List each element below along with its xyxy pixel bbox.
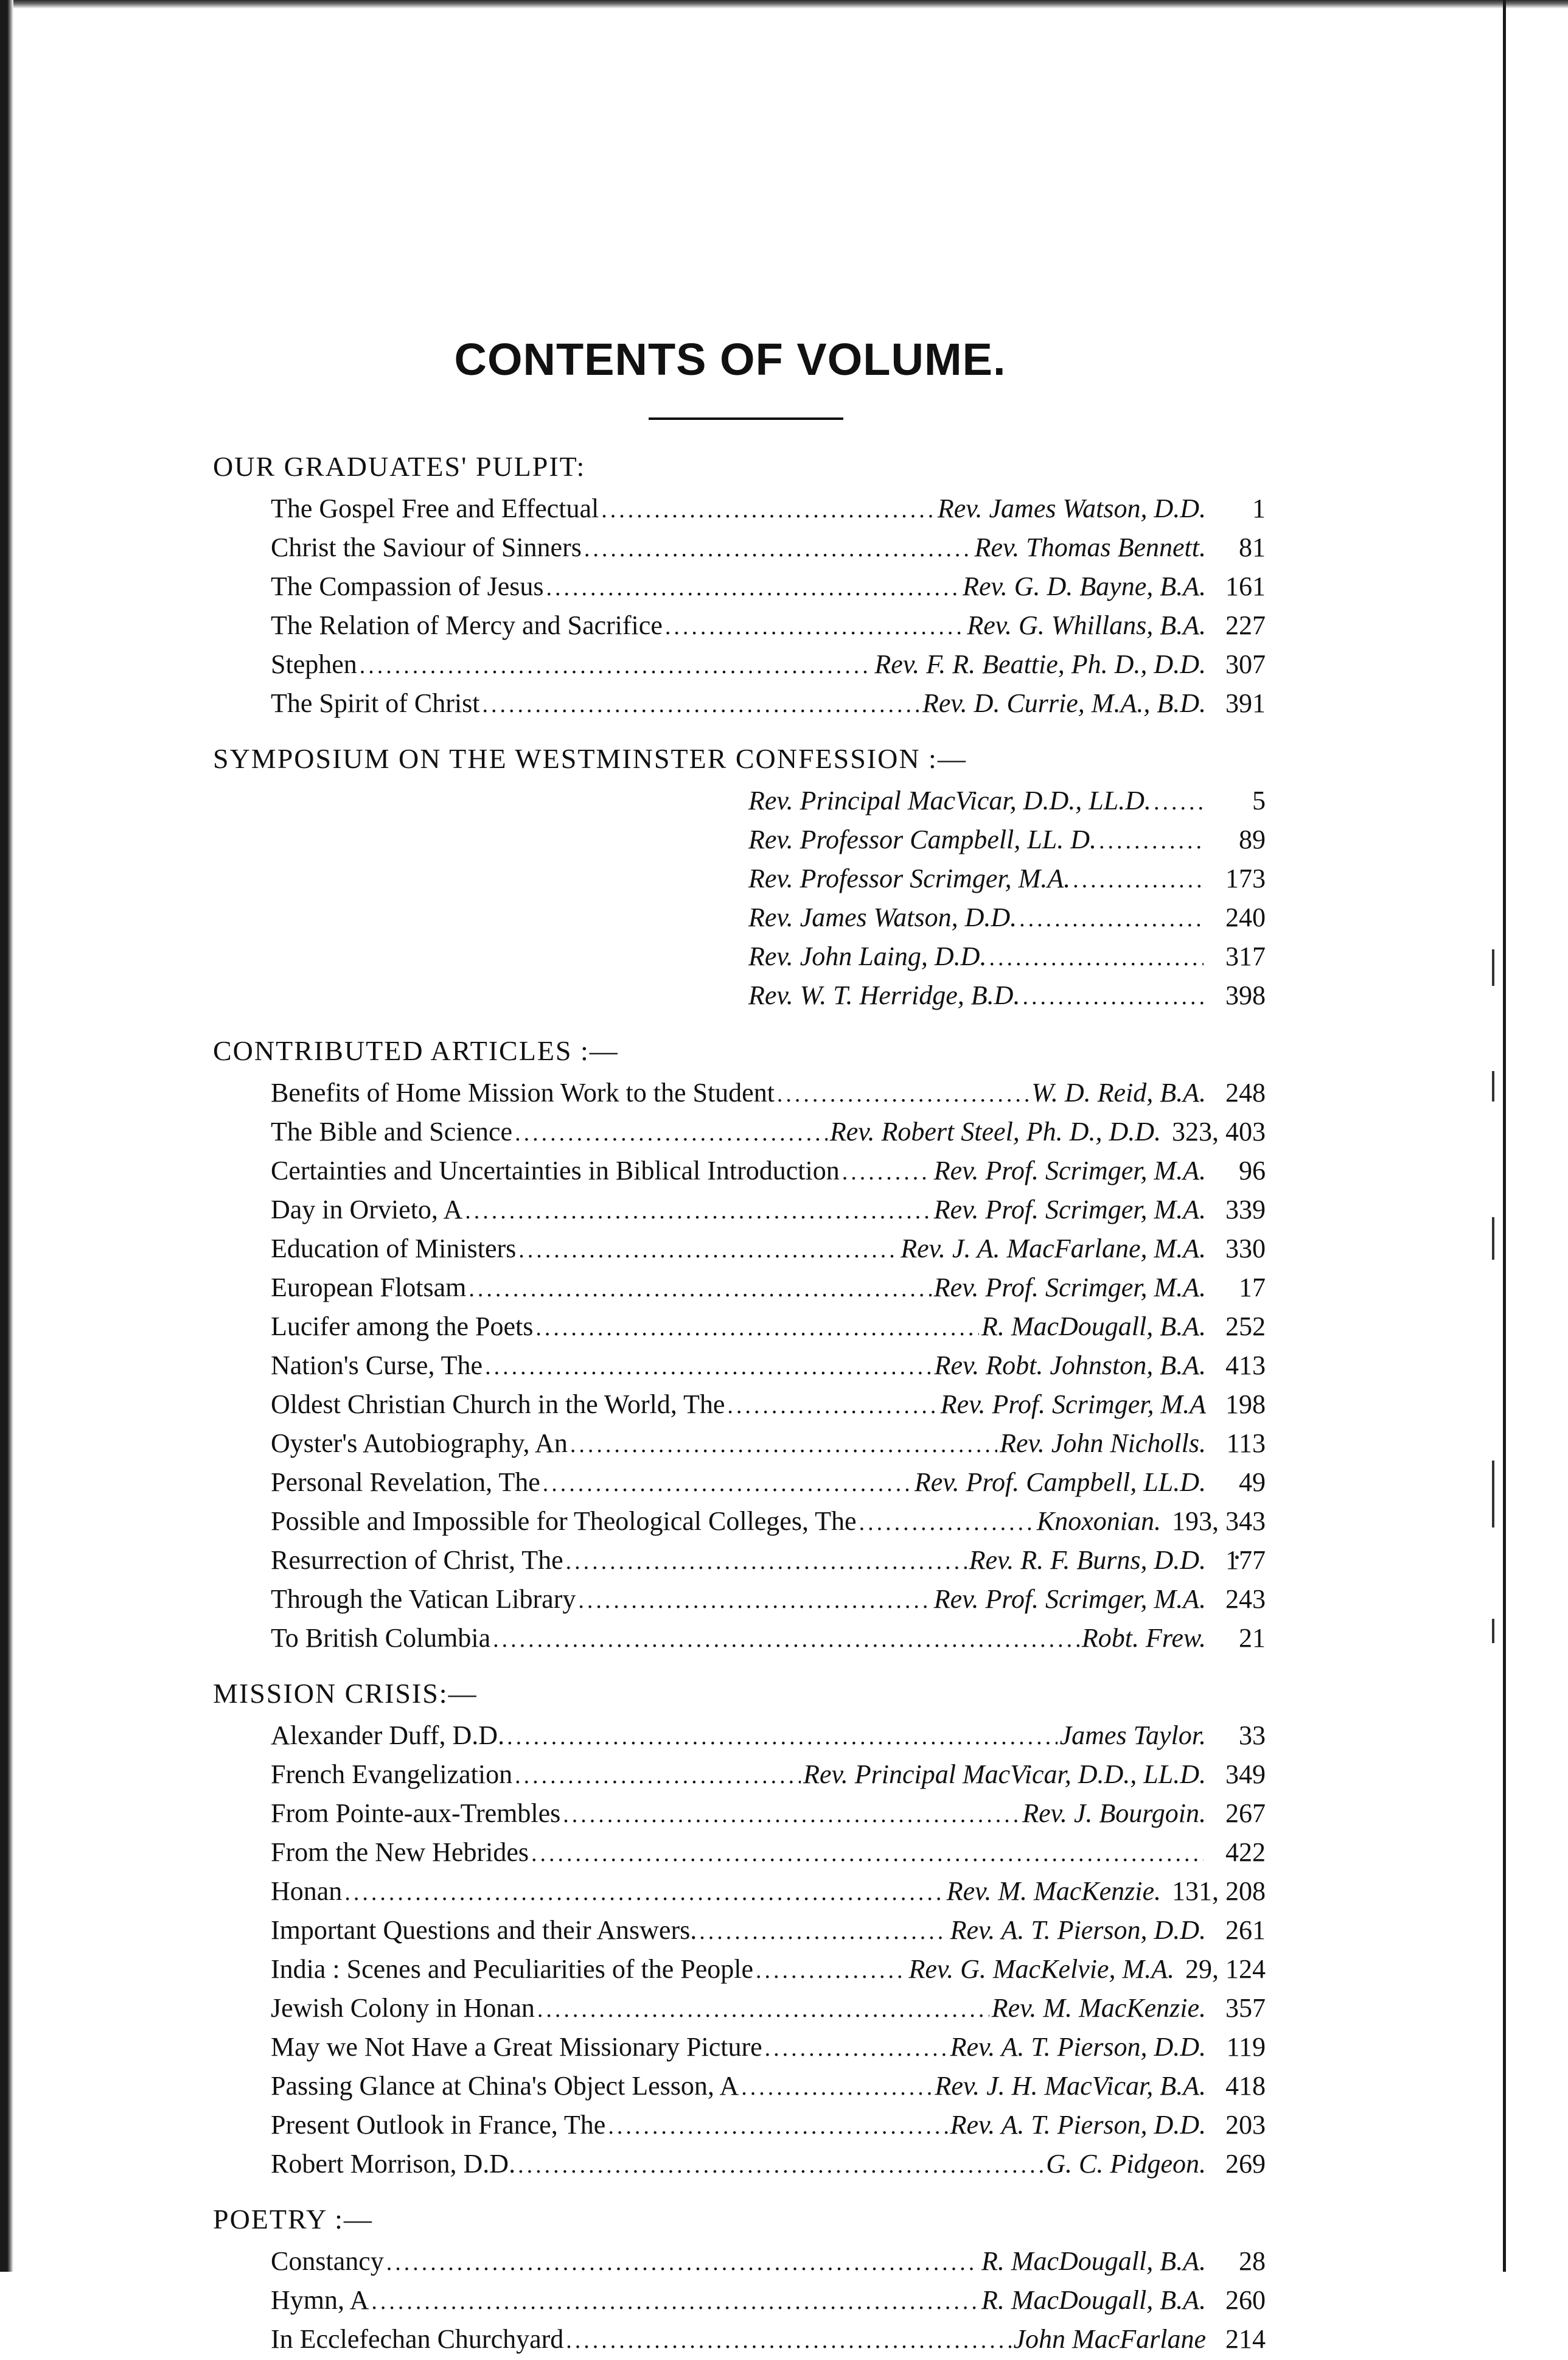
dot-leader [566, 2321, 1011, 2360]
toc-entry [213, 1950, 1266, 1989]
toc-entry [213, 1424, 1266, 1463]
entry-author: W. D. Reid, B.A. [1031, 1078, 1206, 1108]
dot-leader [360, 646, 873, 685]
entry-page: 29, 124 [1185, 1954, 1266, 1984]
dot-leader [859, 1503, 1034, 1542]
entry-author: Rev. A. T. Pierson, D.D. [950, 2110, 1206, 2140]
toc-entry [213, 2320, 1266, 2359]
entry-title: Through the Vatican Library [271, 1584, 576, 1614]
toc-entry [213, 489, 1266, 528]
toc-entry [213, 937, 1266, 976]
toc-entry [213, 1716, 1266, 1755]
toc-entry [213, 1112, 1266, 1151]
entry-page: 177 [1225, 1545, 1266, 1575]
toc-entry [213, 1229, 1266, 1268]
entry-author: Rev. Thomas Bennett. [974, 532, 1206, 562]
entry-title: Lucifer among the Poets [271, 1311, 534, 1341]
entry-title: Benefits of Home Mission Work to the Student [271, 1078, 775, 1108]
entry-page: 173 [1225, 864, 1266, 893]
entry-title: The Compassion of Jesus [271, 571, 544, 601]
entry-page: 119 [1226, 2032, 1266, 2062]
entry-author: R. MacDougall, B.A. [981, 1311, 1206, 1341]
toc-entry [213, 1346, 1266, 1385]
scan-top-edge [0, 0, 1568, 9]
dot-leader [537, 1990, 989, 2029]
entry-page: 81 [1239, 532, 1266, 562]
entry-page: 323, 403 [1172, 1117, 1266, 1147]
entry-author: Rev. Prof. Campbell, LL.D. [914, 1467, 1206, 1497]
dot-leader [546, 568, 961, 607]
entry-page: 193, 343 [1172, 1506, 1266, 1536]
dot-leader [741, 2068, 932, 2107]
dot-leader [386, 2243, 979, 2282]
dot-leader [465, 1192, 931, 1231]
entry-author: Rev. John Laing, D.D. [748, 941, 987, 971]
entry-title: Constancy [271, 2246, 384, 2276]
toc-entry [213, 820, 1266, 859]
entry-author: Knoxonian. [1036, 1506, 1161, 1536]
entry-author: Rev. A. T. Pierson, D.D. [950, 1915, 1206, 1945]
entry-title: Possible and Impossible for Theological Colleges, The [271, 1506, 857, 1536]
dot-leader [469, 1269, 931, 1308]
entry-title: Day in Orvieto, A [271, 1195, 463, 1224]
entry-page: 413 [1225, 1350, 1266, 1380]
toc-entry [213, 1268, 1266, 1307]
title-underline [649, 417, 843, 420]
toc-entry [213, 2281, 1266, 2320]
dot-leader [515, 1114, 828, 1153]
entry-title: Oyster's Autobiography, An [271, 1428, 568, 1458]
entry-title: Resurrection of Christ, The [271, 1545, 563, 1575]
toc-entry [213, 2145, 1266, 2184]
dot-leader [531, 1834, 1204, 1873]
entry-page: 33 [1239, 1720, 1266, 1750]
entry-title: Personal Revelation, The [271, 1467, 540, 1497]
entry-author: Rev. G. MacKelvie, M.A. [908, 1954, 1174, 1984]
entry-page: 28 [1239, 2246, 1266, 2276]
section-heading: CONTRIBUTED ARTICLES :— [213, 1035, 619, 1066]
toc-entry [213, 2242, 1266, 2281]
entry-title: Jewish Colony in Honan [271, 1993, 535, 2023]
entry-page: 113 [1226, 1428, 1266, 1458]
dot-leader [1073, 861, 1204, 899]
dot-leader [584, 529, 972, 568]
entry-page: 317 [1225, 941, 1266, 971]
entry-title: Certainties and Uncertainties in Biblical Introduction [271, 1156, 840, 1185]
entry-page: 243 [1225, 1584, 1266, 1614]
dot-leader [1099, 822, 1204, 861]
entry-page: 21 [1239, 1623, 1266, 1653]
dot-leader [1154, 783, 1204, 822]
entry-page: 161 [1225, 571, 1266, 601]
entry-title: Education of Ministers [271, 1234, 517, 1263]
toc-entry [213, 1619, 1266, 1658]
toc-entry [213, 1463, 1266, 1502]
entry-author: Rev. James Watson, D.D. [748, 902, 1017, 932]
dot-leader [563, 1795, 1020, 1834]
entry-author: Rev. M. MacKenzie. [946, 1876, 1161, 1906]
dot-leader [727, 1386, 938, 1425]
dot-leader [1019, 899, 1204, 938]
section-heading: OUR GRADUATES' PULPIT: [213, 451, 586, 482]
entry-page: 307 [1225, 649, 1266, 679]
dot-leader [608, 2107, 947, 2146]
entry-author: Rev. Prof. Scrimger, M.A [940, 1389, 1206, 1419]
entry-author: Rev. D. Currie, M.A., B.D. [922, 688, 1206, 718]
dot-leader [601, 491, 935, 529]
entry-author: Robt. Frew. [1081, 1623, 1206, 1653]
dot-leader [566, 1542, 967, 1581]
dot-leader [482, 685, 920, 724]
entry-title: Alexander Duff, D.D. [271, 1720, 505, 1750]
dot-leader [535, 1308, 979, 1347]
toc-entry [213, 528, 1266, 567]
entry-title: Oldest Christian Church in the World, The [271, 1389, 725, 1419]
dot-leader [699, 1912, 947, 1951]
toc-entry [213, 606, 1266, 645]
table-of-contents [213, 444, 1266, 2359]
entry-author: Rev. J. A. MacFarlane, M.A. [901, 1234, 1206, 1263]
entry-page: 1 [1252, 494, 1266, 523]
entry-author: Rev. John Nicholls. [1000, 1428, 1206, 1458]
entry-author: Rev. A. T. Pierson, D.D. [950, 2032, 1206, 2062]
toc-entry [213, 1385, 1266, 1424]
entry-author: Rev. J. H. MacVicar, B.A. [935, 2071, 1206, 2101]
entry-author: Rev. Principal MacVicar, D.D., LL.D. [803, 1759, 1206, 1789]
toc-entry [213, 1794, 1266, 1833]
entry-author: Rev. G. D. Bayne, B.A. [963, 571, 1206, 601]
entry-page: 89 [1239, 825, 1266, 854]
entry-author: Rev. Professor Campbell, LL. D. [748, 825, 1096, 854]
dot-leader [578, 1581, 931, 1620]
dot-leader [1022, 977, 1204, 1016]
entry-page: 203 [1225, 2110, 1266, 2140]
toc-entry [213, 1190, 1266, 1229]
dot-leader [842, 1153, 932, 1192]
entry-author: R. MacDougall, B.A. [981, 2285, 1206, 2315]
toc-entry [213, 1833, 1266, 1872]
entry-title: European Flotsam [271, 1273, 467, 1302]
entry-author: Rev. M. MacKenzie. [991, 1993, 1206, 2023]
dot-leader [344, 1873, 944, 1912]
toc-entry [213, 1989, 1266, 2028]
entry-title: Hymn, A [271, 2285, 369, 2315]
dot-leader [507, 1717, 1058, 1756]
entry-author: Rev. F. R. Beattie, Ph. D., D.D. [874, 649, 1206, 679]
dot-leader [518, 2146, 1044, 2185]
entry-title: From Pointe-aux-Trembles [271, 1798, 561, 1828]
entry-title: India : Scenes and Peculiarities of the People [271, 1954, 753, 1984]
entry-author: James Taylor. [1059, 1720, 1206, 1750]
toc-entry [213, 1872, 1266, 1911]
entry-page: 17 [1239, 1273, 1266, 1302]
entry-author: John MacFarlane [1013, 2324, 1206, 2354]
entry-author: Rev. Prof. Scrimger, M.A. [933, 1273, 1206, 1302]
dot-leader [518, 1231, 898, 1269]
entry-title: French Evangelization [271, 1759, 513, 1789]
entry-title: The Gospel Free and Effectual [271, 494, 599, 523]
entry-title: Important Questions and their Answers. [271, 1915, 697, 1945]
entry-page: 227 [1225, 610, 1266, 640]
entry-page: 5 [1252, 786, 1266, 815]
dot-leader [515, 1756, 801, 1795]
entry-title: Stephen [271, 649, 357, 679]
entry-title: May we Not Have a Great Missionary Picture [271, 2032, 762, 2062]
entry-author: Rev. Professor Scrimger, M.A. [748, 864, 1071, 893]
toc-entry [213, 898, 1266, 937]
section-heading: POETRY :— [213, 2204, 373, 2235]
entry-author: Rev. Prof. Scrimger, M.A. [933, 1584, 1206, 1614]
toc-entry [213, 2106, 1266, 2145]
toc-entry [213, 1755, 1266, 1794]
dot-leader [493, 1620, 1079, 1659]
entry-page: 357 [1225, 1993, 1266, 2023]
entry-author: R. MacDougall, B.A. [981, 2246, 1206, 2276]
entry-title: Nation's Curse, The [271, 1350, 483, 1380]
entry-page: 330 [1225, 1234, 1266, 1263]
entry-title: Passing Glance at China's Object Lesson, A [271, 2071, 739, 2101]
entry-title: The Bible and Science [271, 1117, 513, 1147]
entry-title: Robert Morrison, D.D. [271, 2149, 516, 2179]
entry-page: 96 [1239, 1156, 1266, 1185]
entry-author: Rev. J. Bourgoin. [1022, 1798, 1206, 1828]
dot-leader [371, 2282, 979, 2321]
entry-page: 269 [1225, 2149, 1266, 2179]
entry-page: 214 [1225, 2324, 1266, 2354]
entry-title: Present Outlook in France, The [271, 2110, 606, 2140]
entry-page: 252 [1225, 1311, 1266, 1341]
toc-entry [213, 976, 1266, 1015]
page-title: CONTENTS OF VOLUME. [454, 334, 1006, 385]
entry-page: 260 [1225, 2285, 1266, 2315]
entry-title: The Relation of Mercy and Sacrifice [271, 610, 663, 640]
entry-page: 198 [1225, 1389, 1266, 1419]
toc-entry [213, 2067, 1266, 2106]
toc-entry [213, 1502, 1266, 1541]
entry-author: G. C. Pidgeon. [1046, 2149, 1206, 2179]
toc-entry [213, 1541, 1266, 1580]
entry-page: 49 [1239, 1467, 1266, 1497]
toc-entry [213, 859, 1266, 898]
right-margin-rule [1503, 0, 1506, 2272]
entry-page: 131, 208 [1172, 1876, 1266, 1906]
entry-page: 339 [1225, 1195, 1266, 1224]
entry-author: Rev. G. Whillans, B.A. [967, 610, 1206, 640]
entry-title: From the New Hebrides [271, 1837, 529, 1867]
toc-entry [213, 1307, 1266, 1346]
toc-entry [213, 1911, 1266, 1950]
entry-title: Christ the Saviour of Sinners [271, 532, 582, 562]
dot-leader [777, 1075, 1029, 1114]
entry-title: In Ecclefechan Churchyard [271, 2324, 564, 2354]
entry-title: The Spirit of Christ [271, 688, 480, 718]
entry-page: 261 [1225, 1915, 1266, 1945]
entry-page: 391 [1225, 688, 1266, 718]
entry-title: To British Columbia [271, 1623, 491, 1653]
toc-entry [213, 684, 1266, 723]
entry-author: Rev. Robt. Johnston, B.A. [934, 1350, 1206, 1380]
toc-entry [213, 645, 1266, 684]
dot-leader [543, 1464, 912, 1503]
entry-title: Honan [271, 1876, 343, 1906]
entry-author: Rev. Robert Steel, Ph. D., D.D. [829, 1117, 1161, 1147]
dot-leader [485, 1347, 932, 1386]
entry-author: Rev. R. F. Burns, D.D. [969, 1545, 1206, 1575]
entry-author: Rev. Principal MacVicar, D.D., LL.D. [748, 786, 1151, 815]
toc-entry [213, 1151, 1266, 1190]
entry-author: Rev. James Watson, D.D. [937, 494, 1206, 523]
section-heading: MISSION CRISIS:— [213, 1678, 478, 1709]
entry-page: 398 [1225, 980, 1266, 1010]
entry-page: 240 [1225, 902, 1266, 932]
entry-page: 248 [1225, 1078, 1266, 1108]
toc-entry [213, 781, 1266, 820]
toc-entry [213, 2028, 1266, 2067]
dot-leader [765, 2029, 948, 2068]
entry-author: Rev. W. T. Herridge, B.D. [748, 980, 1020, 1010]
entry-page: 422 [1225, 1837, 1266, 1867]
dot-leader [756, 1951, 906, 1990]
dot-leader [989, 938, 1204, 977]
entry-author: Rev. Prof. Scrimger, M.A. [933, 1195, 1206, 1224]
toc-entry [213, 567, 1266, 606]
entry-page: 267 [1225, 1798, 1266, 1828]
section-heading: SYMPOSIUM ON THE WESTMINSTER CONFESSION :— [213, 743, 967, 774]
toc-entry [213, 1074, 1266, 1112]
entry-page: 418 [1225, 2071, 1266, 2101]
dot-leader [570, 1425, 997, 1464]
entry-author: Rev. Prof. Scrimger, M.A. [933, 1156, 1206, 1185]
dot-leader [665, 607, 965, 646]
toc-entry [213, 1580, 1266, 1619]
entry-page: 349 [1225, 1759, 1266, 1789]
